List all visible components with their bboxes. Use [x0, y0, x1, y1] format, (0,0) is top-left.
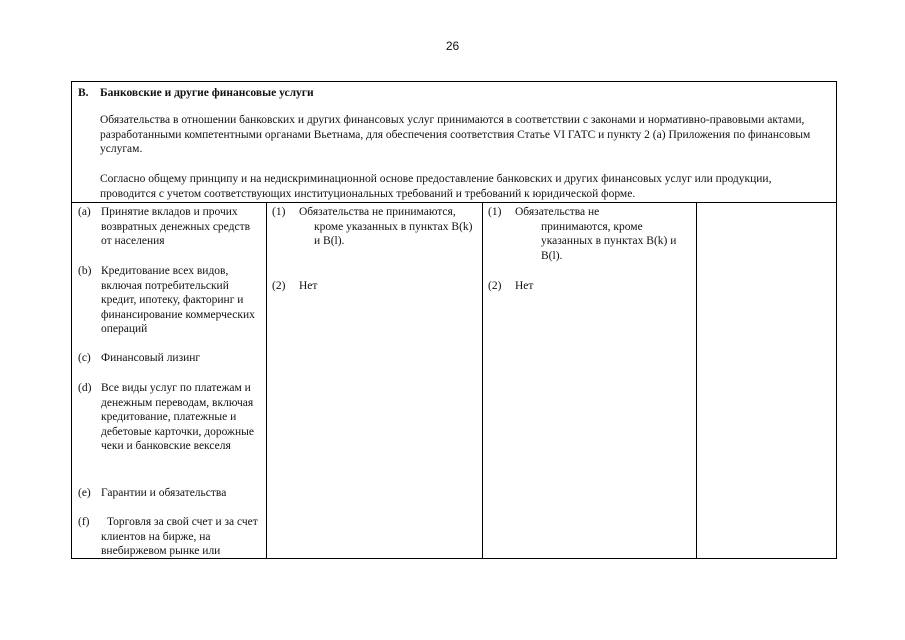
entry-mark: (1)	[488, 206, 502, 218]
section-heading	[78, 86, 314, 101]
market-access-entry-1	[272, 205, 478, 249]
sector-text: Принятие вкладов и прочих возвратных денежных средств от населения	[101, 206, 251, 247]
sector-text: Финансовый лизинг	[101, 352, 201, 364]
additional-commitments-column	[696, 202, 836, 558]
market-access-entry-2	[272, 279, 478, 294]
section-paragraph-2: Согласно общему принципу и на недискриминационной основе предоставление банковских и других финансовых услуг или продукции, проводится с учетом соответствующих институциональных требований и требований к юридической форме.	[100, 173, 772, 200]
entry-mark: (2)	[272, 280, 286, 292]
national-treatment-column	[482, 202, 697, 558]
sector-mark: (c)	[78, 352, 91, 364]
sector-item-e	[78, 486, 262, 501]
sector-mark: (e)	[78, 487, 91, 499]
sector-mark: (a)	[78, 206, 91, 218]
entry-continuation: кроме указанных в пунктах B(k) и B(l).	[314, 220, 473, 247]
sector-item-a	[78, 205, 262, 249]
commitments-table	[71, 81, 837, 559]
sector-mark: (f)	[78, 516, 90, 528]
national-treatment-entry-1	[488, 205, 692, 263]
entry-mark: (2)	[488, 280, 502, 292]
market-access-column	[266, 202, 483, 558]
sector-text: Гарантии и обязательства	[101, 487, 227, 499]
entry-first-line: Обязательства не	[515, 206, 600, 218]
entry-first-line: Обязательства не принимаются,	[299, 206, 456, 218]
section-header-cell	[72, 82, 836, 203]
sector-mark: (b)	[78, 265, 92, 277]
sector-item-b	[78, 264, 262, 337]
entry-continuation: принимаются, кроме указанных в пунктах B(k) и B(l).	[541, 220, 677, 262]
entry-mark: (1)	[272, 206, 286, 218]
section-title: Банковские и другие финансовые услуги	[100, 87, 314, 99]
sector-item-d	[78, 381, 262, 454]
sector-item-f	[78, 515, 262, 559]
section-letter: B.	[78, 87, 89, 99]
sector-mark: (d)	[78, 382, 92, 394]
national-treatment-entry-2	[488, 279, 692, 294]
sector-text: Все виды услуг по платежам и денежным переводам, включая кредитование, платежные и дебетовые карточки, дорожные чеки и банковские векселя	[101, 382, 254, 452]
entry-first-line: Нет	[299, 280, 318, 292]
sector-text: Кредитование всех видов, включая потребительский кредит, ипотеку, факторинг и финансирование коммерческих операций	[101, 265, 255, 335]
section-paragraph-1: Обязательства в отношении банковских и других финансовых услуг принимаются в соответствии с законами и нормативно-правовыми актами, разработанными компетентными органами Вьетнама, для обеспечения соответствия Статье VI ГАТС и пункту 2 (а) Приложения по финансовым услугам.	[100, 114, 811, 155]
entry-first-line: Нет	[515, 280, 534, 292]
sector-text: Торговля за свой счет и за счет клиентов на бирже, на внебиржевом рынке или	[101, 516, 258, 557]
sector-column	[72, 202, 267, 558]
page-number: 26	[445, 39, 460, 53]
sector-item-c	[78, 351, 262, 366]
